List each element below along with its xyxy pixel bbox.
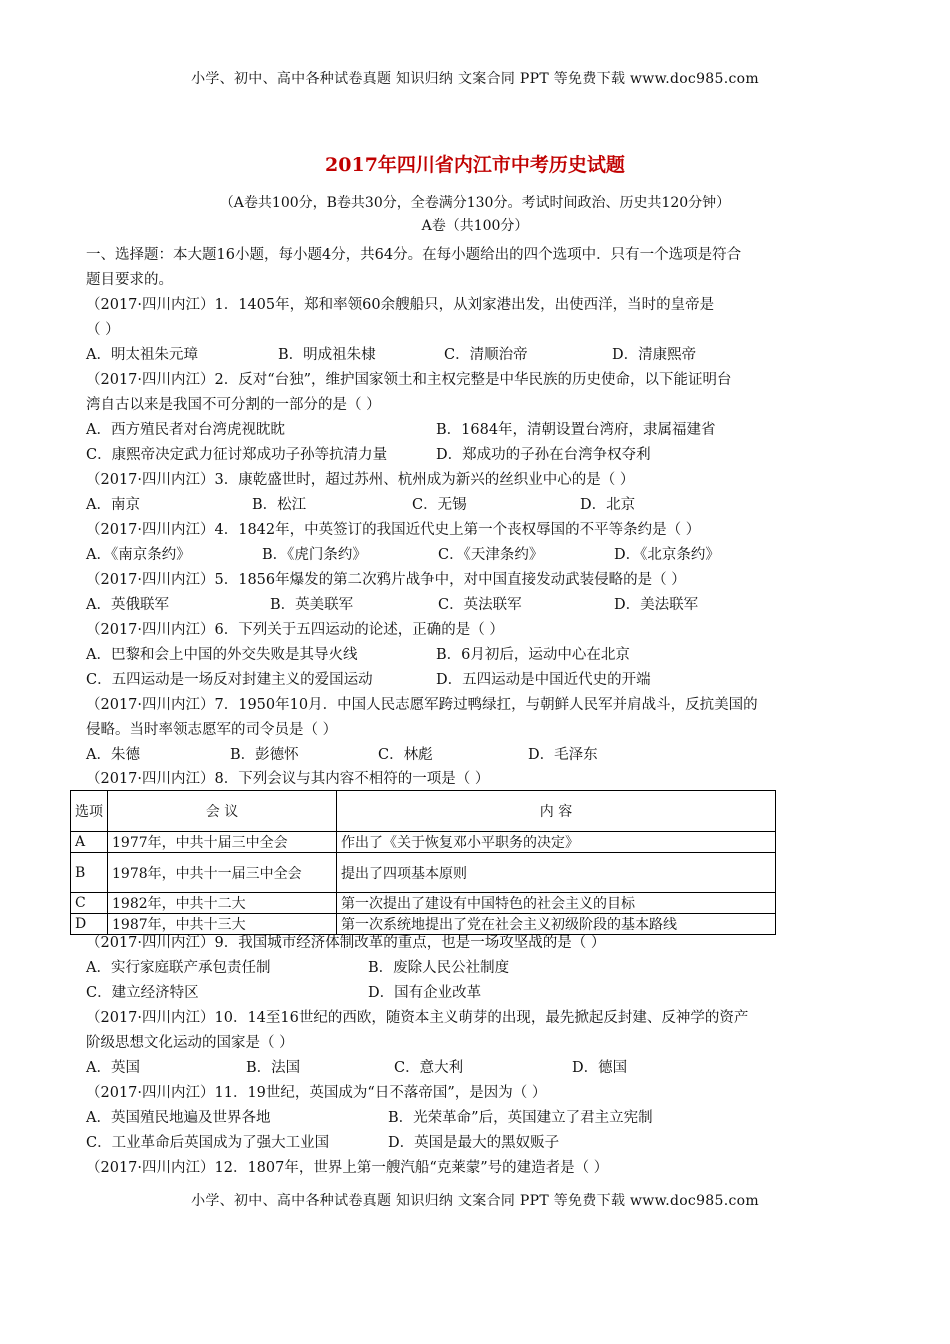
q7-option-c: C．林彪 xyxy=(378,747,433,763)
q4-option-c: C．《天津条约》 xyxy=(438,547,544,563)
q3-option-d: D．北京 xyxy=(580,497,636,513)
q2-option-c: C．康熙帝决定武力征讨郑成功子孙等抗清力量 xyxy=(86,447,388,463)
q8-stem: （2017·四川内江）8．下列会议与其内容不相符的一项是（ ） xyxy=(86,771,490,787)
q11-stem: （2017·四川内江）11．19世纪，英国成为“日不落帝国”，是因为（ ） xyxy=(86,1085,547,1101)
q7-stem: （2017·四川内江）7．1950年10月．中国人民志愿军跨过鸭绿扛，与朝鲜人民军并肩战斗，反抗美国的 xyxy=(86,697,758,713)
q9-option-d: D．国有企业改革 xyxy=(368,985,482,1001)
q8-table xyxy=(70,790,776,935)
table-row xyxy=(71,893,776,914)
table-cell: 作出了《关于恢复邓小平职务的决定》 xyxy=(337,832,776,853)
table-cell: A xyxy=(71,832,108,853)
q1-option-d: D．清康熙帝 xyxy=(612,347,697,363)
q9-option-a: A．实行家庭联产承包责任制 xyxy=(86,960,271,976)
q9-stem: （2017·四川内江）9．我国城市经济体制改革的重点，也是一场攻坚战的是（ ） xyxy=(86,935,606,951)
q1-stem: （2017·四川内江）1．1405年，郑和率领60余艘船只，从刘家港出发，出使西洋，当时的皇帝是 xyxy=(86,297,715,313)
table-cell: 1978年，中共十一届三中全会 xyxy=(108,853,337,893)
page-footer: 小学、初中、高中各种试卷真题 知识归纳 文案合同 PPT 等免费下载 www.doc985.com xyxy=(191,1193,759,1209)
q12-stem: （2017·四川内江）12．1807年，世界上第一艘汽船“克莱蒙”号的建造者是（ ） xyxy=(86,1160,609,1176)
q7-stem-2: 侵略。当时率领志愿军的司令员是（ ） xyxy=(86,722,338,738)
exam-title: 2017年四川省内江市中考历史试题 xyxy=(325,154,625,176)
q10-stem-2: 阶级思想文化运动的国家是（ ） xyxy=(86,1035,294,1051)
table-cell: 1982年，中共十二大 xyxy=(108,893,337,914)
table-header-option: 选项 xyxy=(71,791,108,832)
q10-option-c: C．意大利 xyxy=(394,1060,464,1076)
q1-stem-2: （ ） xyxy=(86,322,120,338)
instructions-line-2: 题目要求的。 xyxy=(86,272,173,288)
q5-option-b: B．英美联军 xyxy=(270,597,354,613)
q6-option-a: A．巴黎和会上中国的外交失败是其导火线 xyxy=(86,647,358,663)
q5-option-a: A．英俄联军 xyxy=(86,597,169,613)
q10-option-a: A．英国 xyxy=(86,1060,140,1076)
q6-option-c: C．五四运动是一场反对封建主义的爱国运动 xyxy=(86,672,373,688)
q11-option-d: D．英国是最大的黑奴贩子 xyxy=(388,1135,560,1151)
q11-option-c: C．工业革命后英国成为了强大工业国 xyxy=(86,1135,330,1151)
q6-stem: （2017·四川内江）6．下列关于五四运动的论述，正确的是（ ） xyxy=(86,622,504,638)
q7-option-d: D．毛泽东 xyxy=(528,747,598,763)
table-cell: B xyxy=(71,853,108,893)
table-header-row xyxy=(71,791,776,832)
section-a-heading: A卷（共100分） xyxy=(421,218,529,234)
q10-option-d: D．德国 xyxy=(572,1060,628,1076)
q11-option-a: A．英国殖民地遍及世界各地 xyxy=(86,1110,271,1126)
page-header: 小学、初中、高中各种试卷真题 知识归纳 文案合同 PPT 等免费下载 www.doc985.com xyxy=(191,71,759,87)
q5-option-d: D．美法联军 xyxy=(614,597,699,613)
q4-option-d: D．《北京条约》 xyxy=(614,547,720,563)
q3-option-a: A．南京 xyxy=(86,497,140,513)
table-cell: 1977年，中共十届三中全会 xyxy=(108,832,337,853)
table-row xyxy=(71,853,776,893)
q5-stem: （2017·四川内江）5．1856年爆发的第二次鸦片战争中，对中国直接发动武装侵略的是（ ） xyxy=(86,572,686,588)
q4-stem: （2017·四川内江）4．1842年，中英签订的我国近代史上第一个丧权辱国的不平等条约是（ ） xyxy=(86,522,701,538)
table-header-meeting: 会 议 xyxy=(108,791,337,832)
table-cell: 第一次提出了建设有中国特色的社会主义的目标 xyxy=(337,893,776,914)
instructions-line-1: 一、选择题：本大题16小题，每小题4分，共64分。在每小题给出的四个选项中．只有一个选项是符合 xyxy=(86,247,742,263)
q11-option-b: B．光荣革命”后，英国建立了君主立宪制 xyxy=(388,1110,653,1126)
q2-option-b: B．1684年，清朝设置台湾府，隶属福建省 xyxy=(436,422,716,438)
q3-option-b: B．松江 xyxy=(252,497,307,513)
table-row xyxy=(71,832,776,853)
table-cell: 提出了四项基本原则 xyxy=(337,853,776,893)
q10-option-b: B．法国 xyxy=(246,1060,301,1076)
q2-stem-2: 湾自古以来是我国不可分割的一部分的是（ ） xyxy=(86,397,381,413)
q6-option-d: D．五四运动是中国近代史的开端 xyxy=(436,672,651,688)
q1-option-a: A．明太祖朱元璋 xyxy=(86,347,198,363)
q6-option-b: B．6月初后，运动中心在北京 xyxy=(436,647,630,663)
q2-option-a: A．西方殖民者对台湾虎视眈眈 xyxy=(86,422,285,438)
q4-option-b: B．《虎门条约》 xyxy=(262,547,367,563)
table-cell: 1987年，中共十三大 xyxy=(108,914,337,935)
table-cell: 第一次系统地提出了党在社会主义初级阶段的基本路线 xyxy=(337,914,776,935)
q1-option-c: C．清顺治帝 xyxy=(444,347,528,363)
q2-stem: （2017·四川内江）2．反对“台独”，维护国家领土和主权完整是中华民族的历史使命，以下能证明台 xyxy=(86,372,732,388)
q4-option-a: A．《南京条约》 xyxy=(86,547,191,563)
q1-option-b: B．明成祖朱棣 xyxy=(278,347,376,363)
q9-option-b: B．废除人民公社制度 xyxy=(368,960,510,976)
table-cell: C xyxy=(71,893,108,914)
q7-option-b: B．彭德怀 xyxy=(230,747,299,763)
q2-option-d: D．郑成功的子孙在台湾争权夺利 xyxy=(436,447,651,463)
q3-option-c: C．无锡 xyxy=(412,497,467,513)
q3-stem: （2017·四川内江）3．康乾盛世时，超过苏州、杭州成为新兴的丝织业中心的是（ ） xyxy=(86,472,635,488)
q10-stem: （2017·四川内江）10．14至16世纪的西欧，随资本主义萌芽的出现，最先掀起反封建、反神学的资产 xyxy=(86,1010,749,1026)
q7-option-a: A．朱德 xyxy=(86,747,140,763)
q9-option-c: C．建立经济特区 xyxy=(86,985,199,1001)
q5-option-c: C．英法联军 xyxy=(438,597,522,613)
table-cell: D xyxy=(71,914,108,935)
exam-subtitle: （A卷共100分，B卷共30分，全卷满分130分。考试时间政治、历史共120分钟） xyxy=(219,195,731,211)
table-header-content: 内 容 xyxy=(337,791,776,832)
table-row xyxy=(71,914,776,935)
